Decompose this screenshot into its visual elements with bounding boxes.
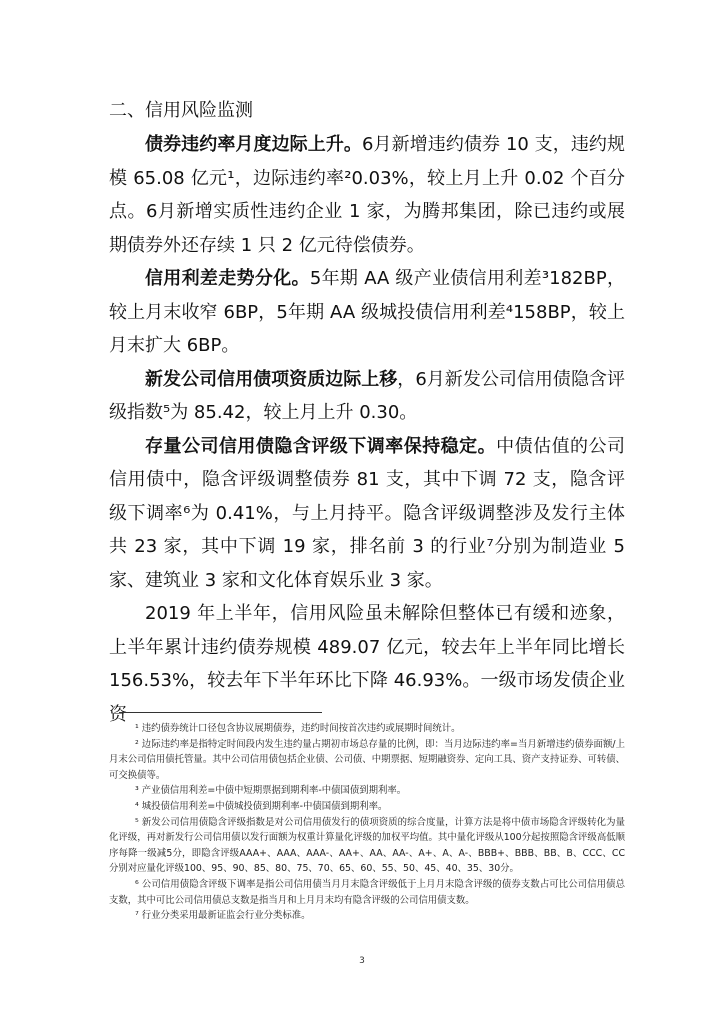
paragraph-text: 5年期 AA 级产业债信用利差³182BP，较上月末收窄 6BP，5年期 AA 级城投债信用利差⁴158BP，较上月末扩大 6BP。	[109, 268, 625, 356]
paragraph-lead: 新发公司信用债项资质边际上移	[145, 368, 398, 390]
footnote-5: ⁵ 新发公司信用债隐含评级指数是对公司信用债发行的债项资质的综合度量，计算方法是将中债市场隐含评级转化为量化评级，再对新发行公司信用债以发行面额为权重计算量化评级的加权平均值。其中量化评级从100分起按照隐含评级高低顺序每降一级减5分，即隐含评级AAA+、AAA、AAA-、AA+、AA、AA-、A+、A、A-、BBB+、BBB、BB、B、CCC、CC分别对应量化评级100、95、90、85、80、75、70、65、60、55、50、45、40、35、30分。	[109, 816, 625, 875]
footnote-separator	[119, 712, 322, 713]
paragraph-text: 中债估值的公司信用债中，隐含评级调整债券 81 支，其中下调 72 支，隐含评级下调率⁶为 0.41%，与上月持平。隐含评级调整涉及发行主体共 23 家，其中下调 19 家，排名前 3 的行业⁷分别为制造业 5 家、建筑业 3 家和文化体育娱乐业 3 家。	[109, 435, 626, 591]
footnote-3: ³ 产业债信用利差=中债中短期票据到期利率-中债国债到期利率。	[135, 785, 407, 797]
footnote-7: ⁷ 行业分类采用最新证监会行业分类标准。	[135, 910, 311, 922]
paragraph-lead: 债券违约率月度边际上升。	[145, 134, 363, 155]
paragraph-text: 2019 年上半年，信用风险虽未解除但整体已有缓和迹象，上半年累计违约债券规模 489.07 亿元，较去年上半年同比增长 156.53%，较去年下半年环比下降 46.93%。一级市场发债企业资	[109, 603, 625, 725]
paragraph-new-issue-rating	[109, 363, 625, 430]
footnote-2: ² 边际违约率是指特定时间段内发生违约量占期初市场总存量的比例，即：当月边际违约率=当月新增违约债券面额/上月末公司信用债托管量。其中公司信用债包括企业债、公司债、中期票据、短期融资券、定向工具、资产支持证券、可转债、可交换债等。	[109, 738, 625, 781]
page-number: 3	[359, 956, 365, 966]
body-text	[109, 128, 625, 731]
paragraph-default-rate	[109, 128, 625, 262]
paragraph-text: ，6月新发公司信用债隐含评级指数⁵为 85.42，较上月上升 0.30。	[109, 368, 626, 423]
section-heading: 二、信用风险监测	[109, 100, 253, 121]
paragraph-half-year	[109, 597, 625, 731]
footnotes	[109, 721, 625, 924]
footnote-1: ¹ 违约债券统计口径包含协议展期债券，违约时间按首次违约或展期时间统计。	[135, 723, 461, 734]
paragraph-downgrade-rate	[109, 430, 625, 598]
footnote-6: ⁶ 公司信用债隐含评级下调率是指公司信用债当月月末隐含评级低于上月月末隐含评级的债券支数占可比公司信用债总支数，其中可比公司信用债总支数是指当月和上月月末均有隐含评级的公司信用债支数。	[109, 878, 625, 906]
paragraph-credit-spread	[109, 262, 625, 363]
paragraph-text: 6月新增违约债券 10 支，违约规模 65.08 亿元¹，边际违约率²0.03%，较上月上升 0.02 个百分点。6月新增实质性违约企业 1 家，为腾邦集团，除已违约或展期债券外还存续 1 只 2 亿元待偿债券。	[109, 134, 625, 256]
paragraph-lead: 存量公司信用债隐含评级下调率保持稳定。	[145, 435, 497, 457]
footnote-4: ⁴ 城投债信用利差=中债城投债到期利率-中债国债到期利率。	[135, 800, 388, 812]
paragraph-lead: 信用利差走势分化。	[145, 268, 310, 289]
